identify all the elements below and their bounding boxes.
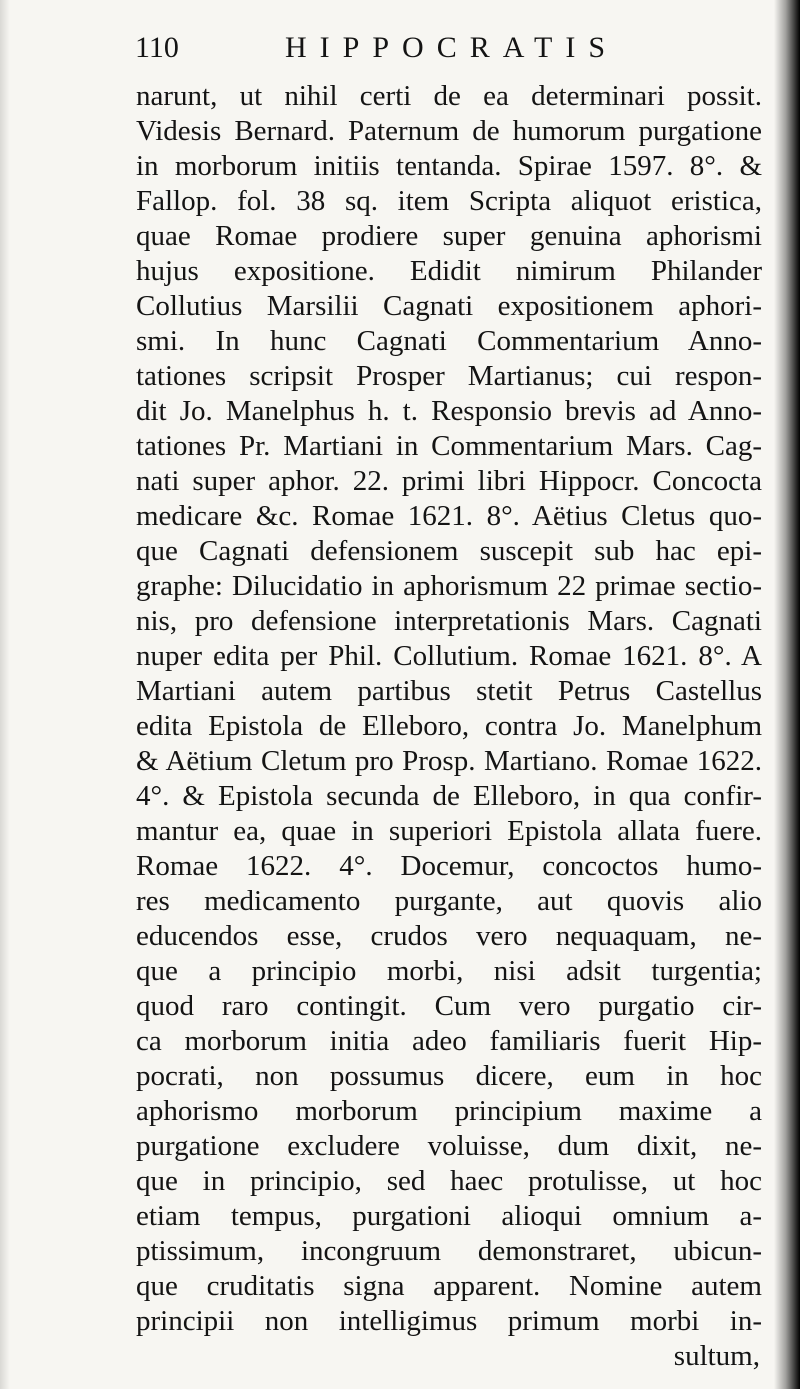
text-line: ca morborum initia adeo familiaris fuerit Hip-: [136, 1025, 762, 1057]
text-line: sultum,: [673, 1340, 760, 1372]
text-line: tationes scripsit Prosper Martianus; cui respon-: [136, 360, 762, 392]
text-line: nati super aphor. 22. primi libri Hippocr. Concocta: [136, 465, 762, 497]
text-line: aphorismo morborum principium maxime a: [136, 1095, 762, 1127]
text-line: que a principio morbi, nisi adsit turgentia;: [136, 955, 762, 987]
text-line: dit Jo. Manelphus h. t. Responsio brevis ad Anno-: [136, 395, 762, 427]
text-line: educendos esse, crudos vero nequaquam, ne-: [136, 920, 762, 952]
text-line: Videsis Bernard. Paternum de humorum purgatione: [136, 115, 762, 147]
text-line: smi. In hunc Cagnati Commentarium Anno-: [136, 325, 762, 357]
text-line: que Cagnati defensionem suscepit sub hac epi-: [136, 535, 762, 567]
text-line: res medicamento purgante, aut quovis alio: [136, 885, 762, 917]
text-line: hujus expositione. Edidit nimirum Philander: [136, 255, 762, 287]
text-line: edita Epistola de Elleboro, contra Jo. Manelphum: [136, 710, 762, 742]
page-number: 110: [135, 31, 179, 64]
text-line: in morborum initiis tentanda. Spirae 1597. 8°. &: [136, 150, 762, 182]
text-line: nis, pro defensione interpretationis Mars. Cagnati: [136, 605, 762, 637]
text-line: Martiani autem partibus stetit Petrus Castellus: [136, 675, 762, 707]
text-line: medicare &c. Romae 1621. 8°. Aëtius Cletus quo-: [136, 500, 762, 532]
page-left-edge: [0, 0, 10, 1389]
text-line: mantur ea, quae in superiori Epistola allata fuere.: [136, 815, 762, 847]
text-line: Romae 1622. 4°. Docemur, concoctos humo-: [136, 850, 762, 882]
text-line: graphe: Dilucidatio in aphorismum 22 primae sectio-: [136, 570, 762, 602]
text-line: quod raro contingit. Cum vero purgatio cir-: [136, 990, 762, 1022]
text-line: narunt, ut nihil certi de ea determinari possit.: [136, 80, 762, 112]
text-line: nuper edita per Phil. Collutium. Romae 1621. 8°. A: [136, 640, 762, 672]
text-line: etiam tempus, purgationi alioqui omnium a-: [136, 1200, 762, 1232]
text-line: principii non intelligimus primum morbi in-: [136, 1305, 762, 1337]
body-text: [136, 79, 762, 1372]
text-line: pocrati, non possumus dicere, eum in hoc: [136, 1060, 762, 1092]
text-line: ptissimum, incongruum demonstraret, ubicun-: [136, 1235, 762, 1267]
text-line: que cruditatis signa apparent. Nomine autem: [136, 1270, 762, 1302]
text-line: que in principio, sed haec protulisse, ut hoc: [136, 1165, 762, 1197]
text-line: Collutius Marsilii Cagnati expositionem aphori-: [136, 290, 762, 322]
text-line: tationes Pr. Martiani in Commentarium Mars. Cag-: [136, 430, 762, 462]
text-line: purgatione excludere voluisse, dum dixit, ne-: [136, 1130, 762, 1162]
text-line: 4°. & Epistola secunda de Elleboro, in qua confir-: [136, 780, 762, 812]
text-line: quae Romae prodiere super genuina aphorismi: [136, 220, 762, 252]
text-line: Fallop. fol. 38 sq. item Scripta aliquot eristica,: [136, 185, 762, 217]
running-title: HIPPOCRATIS: [285, 31, 619, 64]
page-gutter-shadow: [774, 0, 800, 1389]
text-line: & Aëtium Cletum pro Prosp. Martiano. Romae 1622.: [136, 745, 762, 777]
running-head: [135, 28, 635, 68]
